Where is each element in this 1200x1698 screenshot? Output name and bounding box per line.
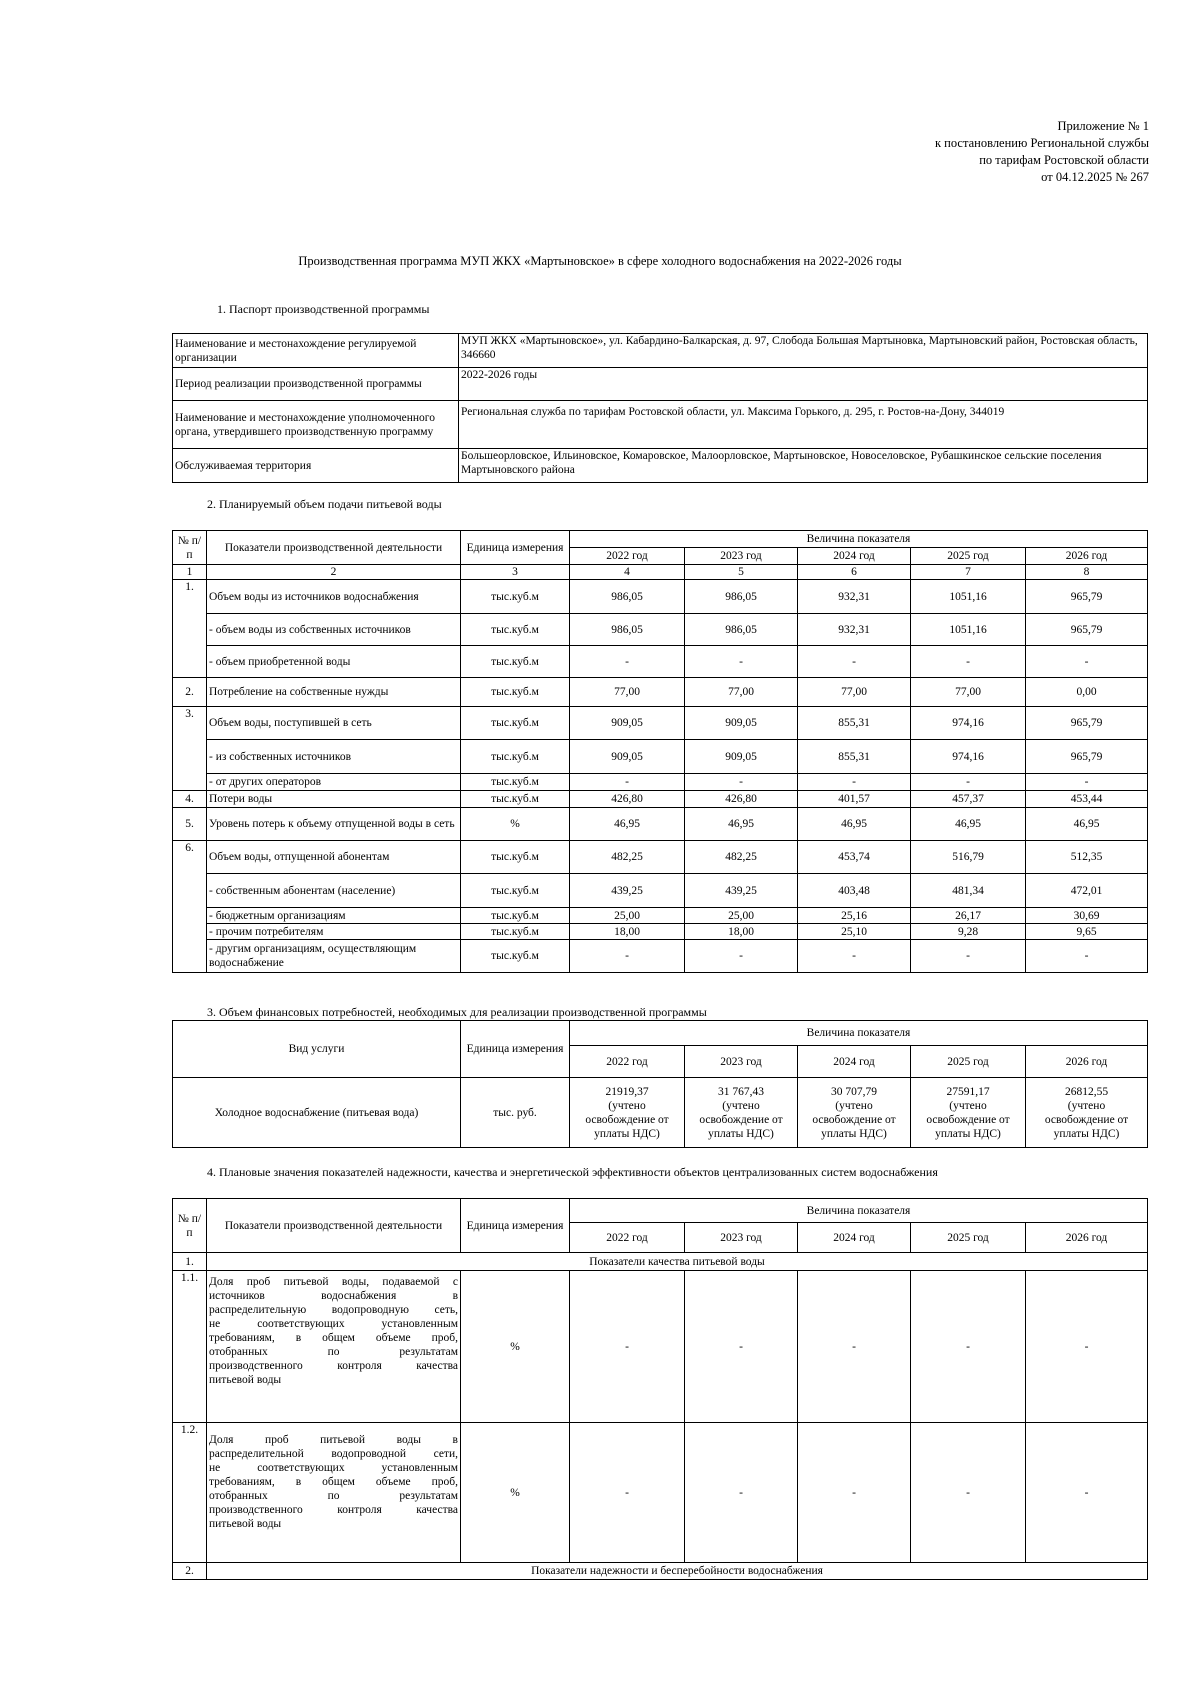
row-unit: % bbox=[461, 1423, 570, 1563]
column-number: 4 bbox=[570, 565, 685, 580]
row-value: 932,31 bbox=[798, 580, 911, 614]
amount-cell bbox=[570, 1078, 685, 1148]
appendix-line-3: по тарифам Ростовской области bbox=[979, 153, 1149, 167]
row-unit: тыс.куб.м bbox=[461, 707, 570, 740]
row-value: - bbox=[570, 1271, 685, 1423]
col-service-header: Вид услуги bbox=[173, 1021, 461, 1078]
row-value: 457,37 bbox=[911, 791, 1026, 808]
row-unit: тыс.куб.м bbox=[461, 841, 570, 874]
row-value: - bbox=[685, 940, 798, 973]
vat-note: освобождение от bbox=[585, 1113, 669, 1126]
row-unit: тыс.куб.м bbox=[461, 940, 570, 973]
amount-value: 27591,17 bbox=[946, 1085, 990, 1098]
row-value: - bbox=[1026, 1271, 1148, 1423]
row-value: - bbox=[570, 646, 685, 678]
row-unit: тыс.куб.м bbox=[461, 646, 570, 678]
passport-label: Период реализации производственной программы bbox=[173, 368, 459, 401]
row-value: 77,00 bbox=[570, 678, 685, 707]
column-number: 5 bbox=[685, 565, 798, 580]
row-name: Объем воды, отпущенной абонентам bbox=[207, 841, 461, 874]
row-value: 46,95 bbox=[570, 808, 685, 841]
section3-heading: 3. Объем финансовых потребностей, необходимых для реализации производственной программы bbox=[207, 1005, 707, 1019]
row-unit: тыс.куб.м bbox=[461, 791, 570, 808]
row-value: 512,35 bbox=[1026, 841, 1148, 874]
column-number: 3 bbox=[461, 565, 570, 580]
row-number: 5. bbox=[173, 808, 207, 841]
row-value: 18,00 bbox=[685, 924, 798, 940]
passport-label: Наименование и местонахождение регулируемой организации bbox=[173, 334, 459, 368]
row-value: 30,69 bbox=[1026, 908, 1148, 924]
amount-cell bbox=[1026, 1078, 1148, 1148]
table-row bbox=[173, 678, 1148, 707]
row-name: - собственным абонентам (население) bbox=[207, 874, 461, 908]
col-unit-header: Единица измерения bbox=[461, 531, 570, 565]
row-number: 3. bbox=[173, 707, 207, 791]
row-value: 439,25 bbox=[570, 874, 685, 908]
row-value: 986,05 bbox=[685, 614, 798, 646]
row-value: 974,16 bbox=[911, 740, 1026, 774]
table-row bbox=[173, 940, 1148, 973]
col-unit-header: Единица измерения bbox=[461, 1021, 570, 1078]
amount-value: 31 767,43 bbox=[718, 1085, 764, 1098]
row-value: - bbox=[570, 940, 685, 973]
col-no-header: № п/п bbox=[173, 1199, 207, 1253]
row-value: - bbox=[911, 1423, 1026, 1563]
column-number: 1 bbox=[173, 565, 207, 580]
row-value: 481,34 bbox=[911, 874, 1026, 908]
reliability-table bbox=[172, 1198, 1148, 1580]
vat-note: освобождение от bbox=[1044, 1113, 1129, 1126]
service-name: Холодное водоснабжение (питьевая вода) bbox=[173, 1078, 461, 1148]
group-row bbox=[173, 1563, 1148, 1580]
row-value: - bbox=[911, 1271, 1026, 1423]
page-title: Производственная программа МУП ЖКХ «Мартыновское» в сфере холодного водоснабжения на 2022-2026 годы bbox=[298, 254, 902, 268]
row-value: - bbox=[1026, 1423, 1148, 1563]
row-value: 426,80 bbox=[570, 791, 685, 808]
vat-note: (учтено bbox=[608, 1099, 646, 1112]
row-name bbox=[207, 1271, 461, 1423]
passport-row bbox=[173, 449, 1148, 483]
row-value: 401,57 bbox=[798, 791, 911, 808]
year-header: 2026 год bbox=[1026, 1046, 1148, 1078]
vat-note: уплаты НДС) bbox=[1053, 1127, 1120, 1140]
service-unit: тыс. руб. bbox=[461, 1078, 570, 1148]
row-value: 77,00 bbox=[911, 678, 1026, 707]
row-value: - bbox=[798, 646, 911, 678]
table-row bbox=[173, 774, 1148, 791]
passport-value: МУП ЖКХ «Мартыновское», ул. Кабардино-Балкарская, д. 97, Слобода Большая Мартыновка, Мартыновский район, Ростовская область, 346660 bbox=[459, 334, 1148, 368]
row-value: 855,31 bbox=[798, 707, 911, 740]
table-row bbox=[173, 646, 1148, 678]
row-value: - bbox=[1026, 940, 1148, 973]
row-name: - от других операторов bbox=[207, 774, 461, 791]
row-name-line: распределительной водопроводной сети, bbox=[209, 1448, 458, 1460]
row-name-line: отобранных по результатам bbox=[209, 1490, 458, 1502]
row-name: Объем воды из источников водоснабжения bbox=[207, 580, 461, 614]
row-unit: тыс.куб.м bbox=[461, 874, 570, 908]
table-row bbox=[173, 791, 1148, 808]
col-indicator-header: Показатели производственной деятельности bbox=[207, 1199, 461, 1253]
row-value: - bbox=[798, 940, 911, 973]
row-value: 909,05 bbox=[685, 740, 798, 774]
year-header: 2022 год bbox=[570, 1046, 685, 1078]
col-unit-header: Единица измерения bbox=[461, 1199, 570, 1253]
row-unit: тыс.куб.м bbox=[461, 740, 570, 774]
row-value: 426,80 bbox=[685, 791, 798, 808]
table-row bbox=[173, 580, 1148, 614]
row-value: 403,48 bbox=[798, 874, 911, 908]
row-unit: % bbox=[461, 808, 570, 841]
appendix-header bbox=[800, 118, 1149, 186]
vat-note: освобождение от bbox=[812, 1113, 896, 1126]
vat-note: уплаты НДС) bbox=[821, 1127, 887, 1140]
appendix-line-2: к постановлению Региональной службы bbox=[934, 136, 1149, 150]
row-number: 6. bbox=[173, 841, 207, 973]
vat-note: освобождение от bbox=[926, 1113, 1010, 1126]
row-value: 1051,16 bbox=[911, 580, 1026, 614]
row-value: - bbox=[685, 646, 798, 678]
row-name bbox=[207, 1423, 461, 1563]
row-value: 965,79 bbox=[1026, 580, 1148, 614]
row-unit: % bbox=[461, 1271, 570, 1423]
row-value: 855,31 bbox=[798, 740, 911, 774]
table-row bbox=[173, 1423, 1148, 1563]
row-value: - bbox=[798, 1423, 911, 1563]
row-value: - bbox=[685, 774, 798, 791]
row-value: 965,79 bbox=[1026, 614, 1148, 646]
row-name: - другим организациям, осуществляющим водоснабжение bbox=[207, 940, 461, 973]
row-value: - bbox=[911, 940, 1026, 973]
row-name: Уровень потерь к объему отпущенной воды в сеть bbox=[207, 808, 461, 841]
passport-row bbox=[173, 368, 1148, 401]
column-number-row bbox=[173, 565, 1148, 580]
row-value: 9,65 bbox=[1026, 924, 1148, 940]
row-unit: тыс.куб.м bbox=[461, 908, 570, 924]
row-unit: тыс.куб.м bbox=[461, 614, 570, 646]
year-header: 2023 год bbox=[685, 548, 798, 565]
row-value: 46,95 bbox=[685, 808, 798, 841]
row-value: - bbox=[798, 1271, 911, 1423]
vat-note: (учтено bbox=[949, 1099, 987, 1112]
row-value: - bbox=[685, 1271, 798, 1423]
row-value: - bbox=[1026, 774, 1148, 791]
passport-value: Большеорловское, Ильиновское, Комаровское, Малоорловское, Мартыновское, Новоселовское, Рубашкинское сельские поселения Мартыновского района bbox=[459, 449, 1148, 483]
col-value-header: Величина показателя bbox=[570, 531, 1148, 548]
year-header: 2025 год bbox=[911, 1046, 1026, 1078]
row-value: 472,01 bbox=[1026, 874, 1148, 908]
vat-note: (учтено bbox=[722, 1099, 760, 1112]
row-value: - bbox=[911, 774, 1026, 791]
col-value-header: Величина показателя bbox=[570, 1199, 1148, 1223]
row-number: 1.1. bbox=[173, 1271, 207, 1423]
row-name-line: распределительную водопроводную сеть, bbox=[209, 1304, 458, 1316]
vat-note: (учтено bbox=[835, 1099, 873, 1112]
row-number: 1. bbox=[173, 580, 207, 678]
row-name-line: источников водоснабжения в bbox=[209, 1290, 458, 1302]
row-name-line: производственного контроля качества bbox=[209, 1504, 458, 1516]
vat-note: освобождение от bbox=[699, 1113, 783, 1126]
row-value: 77,00 bbox=[798, 678, 911, 707]
vat-note: уплаты НДС) bbox=[594, 1127, 660, 1140]
row-value: 516,79 bbox=[911, 841, 1026, 874]
passport-value: Региональная служба по тарифам Ростовской области, ул. Максима Горького, д. 295, г. Ростов-на-Дону, 344019 bbox=[459, 401, 1148, 449]
row-value: 986,05 bbox=[570, 580, 685, 614]
row-name-line: не соответствующих установленным bbox=[209, 1318, 458, 1330]
group-title: Показатели качества питьевой воды bbox=[207, 1253, 1148, 1271]
row-unit: тыс.куб.м bbox=[461, 774, 570, 791]
table-row bbox=[173, 740, 1148, 774]
year-header: 2024 год bbox=[798, 1046, 911, 1078]
year-header: 2026 год bbox=[1026, 548, 1148, 565]
appendix-line-4: от 04.12.2025 № 267 bbox=[1041, 170, 1149, 184]
row-name-line: отобранных по результатам bbox=[209, 1346, 458, 1358]
row-number: 1.2. bbox=[173, 1423, 207, 1563]
year-header: 2022 год bbox=[570, 1223, 685, 1253]
row-value: 909,05 bbox=[685, 707, 798, 740]
row-value: 439,25 bbox=[685, 874, 798, 908]
column-number: 2 bbox=[207, 565, 461, 580]
row-name: - прочим потребителям bbox=[207, 924, 461, 940]
row-value: 26,17 bbox=[911, 908, 1026, 924]
row-value: 974,16 bbox=[911, 707, 1026, 740]
table-row bbox=[173, 924, 1148, 940]
row-value: - bbox=[570, 774, 685, 791]
row-unit: тыс.куб.м bbox=[461, 678, 570, 707]
year-header: 2026 год bbox=[1026, 1223, 1148, 1253]
amount-value: 26812,55 bbox=[1064, 1085, 1109, 1098]
row-name-line: требованиям, в общем объеме проб, bbox=[209, 1476, 458, 1488]
row-value: 25,10 bbox=[798, 924, 911, 940]
row-value: 18,00 bbox=[570, 924, 685, 940]
table-row bbox=[173, 908, 1148, 924]
year-header: 2023 год bbox=[685, 1223, 798, 1253]
row-value: 25,00 bbox=[685, 908, 798, 924]
row-value: 46,95 bbox=[798, 808, 911, 841]
row-value: - bbox=[911, 646, 1026, 678]
row-name-line: Доля проб питьевой воды, подаваемой с bbox=[209, 1276, 458, 1288]
col-no-header: № п/п bbox=[173, 531, 207, 565]
water-supply-table bbox=[172, 530, 1148, 973]
row-value: 9,28 bbox=[911, 924, 1026, 940]
group-title: Показатели надежности и бесперебойности водоснабжения bbox=[207, 1563, 1148, 1580]
passport-table bbox=[172, 333, 1148, 483]
row-value: - bbox=[685, 1423, 798, 1563]
row-name: - бюджетным организациям bbox=[207, 908, 461, 924]
row-name: - объем приобретенной воды bbox=[207, 646, 461, 678]
table-row bbox=[173, 614, 1148, 646]
row-value: 909,05 bbox=[570, 740, 685, 774]
group-number: 1. bbox=[173, 1253, 207, 1271]
row-name-line: питьевой воды bbox=[209, 1374, 282, 1386]
year-header: 2025 год bbox=[911, 1223, 1026, 1253]
section2-heading: 2. Планируемый объем подачи питьевой воды bbox=[207, 497, 442, 511]
table-row bbox=[173, 1271, 1148, 1423]
year-header: 2022 год bbox=[570, 548, 685, 565]
amount-cell bbox=[685, 1078, 798, 1148]
row-value: 932,31 bbox=[798, 614, 911, 646]
amount-cell bbox=[798, 1078, 911, 1148]
group-number: 2. bbox=[173, 1563, 207, 1580]
column-number: 7 bbox=[911, 565, 1026, 580]
finance-table bbox=[172, 1020, 1148, 1148]
row-value: 1051,16 bbox=[911, 614, 1026, 646]
row-name-line: производственного контроля качества bbox=[209, 1360, 458, 1372]
row-value: 965,79 bbox=[1026, 740, 1148, 774]
amount-cell bbox=[911, 1078, 1026, 1148]
row-unit: тыс.куб.м bbox=[461, 924, 570, 940]
row-name: - из собственных источников bbox=[207, 740, 461, 774]
row-name-line: не соответствующих установленным bbox=[209, 1462, 458, 1474]
passport-label: Наименование и местонахождение уполномоченного органа, утвердившего производственную программу bbox=[173, 401, 459, 449]
col-indicator-header: Показатели производственной деятельности bbox=[207, 531, 461, 565]
col-value-header: Величина показателя bbox=[570, 1021, 1148, 1046]
vat-note: уплаты НДС) bbox=[708, 1127, 774, 1140]
year-header: 2024 год bbox=[798, 1223, 911, 1253]
table-row bbox=[173, 841, 1148, 874]
row-value: 453,44 bbox=[1026, 791, 1148, 808]
year-header: 2024 год bbox=[798, 548, 911, 565]
row-name: Объем воды, поступившей в сеть bbox=[207, 707, 461, 740]
section1-heading: 1. Паспорт производственной программы bbox=[217, 302, 430, 316]
section4-heading: 4. Плановые значения показателей надежности, качества и энергетической эффективности объектов централизованных систем водоснабжения bbox=[207, 1165, 938, 1179]
vat-note: (учтено bbox=[1067, 1099, 1106, 1112]
row-value: 909,05 bbox=[570, 707, 685, 740]
row-value: 965,79 bbox=[1026, 707, 1148, 740]
row-number: 2. bbox=[173, 678, 207, 707]
vat-note: уплаты НДС) bbox=[935, 1127, 1001, 1140]
row-unit: тыс.куб.м bbox=[461, 580, 570, 614]
passport-row bbox=[173, 401, 1148, 449]
year-header: 2025 год bbox=[911, 548, 1026, 565]
row-name: - объем воды из собственных источников bbox=[207, 614, 461, 646]
row-name-line: Доля проб питьевой воды в bbox=[209, 1434, 458, 1446]
row-value: 986,05 bbox=[685, 580, 798, 614]
passport-label: Обслуживаемая территория bbox=[173, 449, 459, 483]
row-value: 46,95 bbox=[911, 808, 1026, 841]
row-value: - bbox=[570, 1423, 685, 1563]
passport-row bbox=[173, 334, 1148, 368]
column-number: 8 bbox=[1026, 565, 1148, 580]
row-value: 482,25 bbox=[570, 841, 685, 874]
row-name: Потребление на собственные нужды bbox=[207, 678, 461, 707]
row-value: 25,00 bbox=[570, 908, 685, 924]
year-header: 2023 год bbox=[685, 1046, 798, 1078]
row-number: 4. bbox=[173, 791, 207, 808]
row-value: 453,74 bbox=[798, 841, 911, 874]
row-name-line: требованиям, в общем объеме проб, bbox=[209, 1332, 458, 1344]
row-value: - bbox=[798, 774, 911, 791]
row-value: 986,05 bbox=[570, 614, 685, 646]
row-value: 77,00 bbox=[685, 678, 798, 707]
row-value: 0,00 bbox=[1026, 678, 1148, 707]
row-name-line: питьевой воды bbox=[209, 1518, 282, 1530]
amount-value: 21919,37 bbox=[605, 1085, 649, 1098]
table-row bbox=[173, 707, 1148, 740]
passport-value: 2022-2026 годы bbox=[459, 368, 1148, 401]
amount-value: 30 707,79 bbox=[831, 1085, 877, 1098]
row-value: 46,95 bbox=[1026, 808, 1148, 841]
column-number: 6 bbox=[798, 565, 911, 580]
group-row bbox=[173, 1253, 1148, 1271]
row-value: - bbox=[1026, 646, 1148, 678]
appendix-line-1: Приложение № 1 bbox=[1057, 119, 1149, 133]
table-row bbox=[173, 874, 1148, 908]
row-value: 25,16 bbox=[798, 908, 911, 924]
table-row bbox=[173, 1078, 1148, 1148]
table-row bbox=[173, 808, 1148, 841]
row-name: Потери воды bbox=[207, 791, 461, 808]
row-value: 482,25 bbox=[685, 841, 798, 874]
